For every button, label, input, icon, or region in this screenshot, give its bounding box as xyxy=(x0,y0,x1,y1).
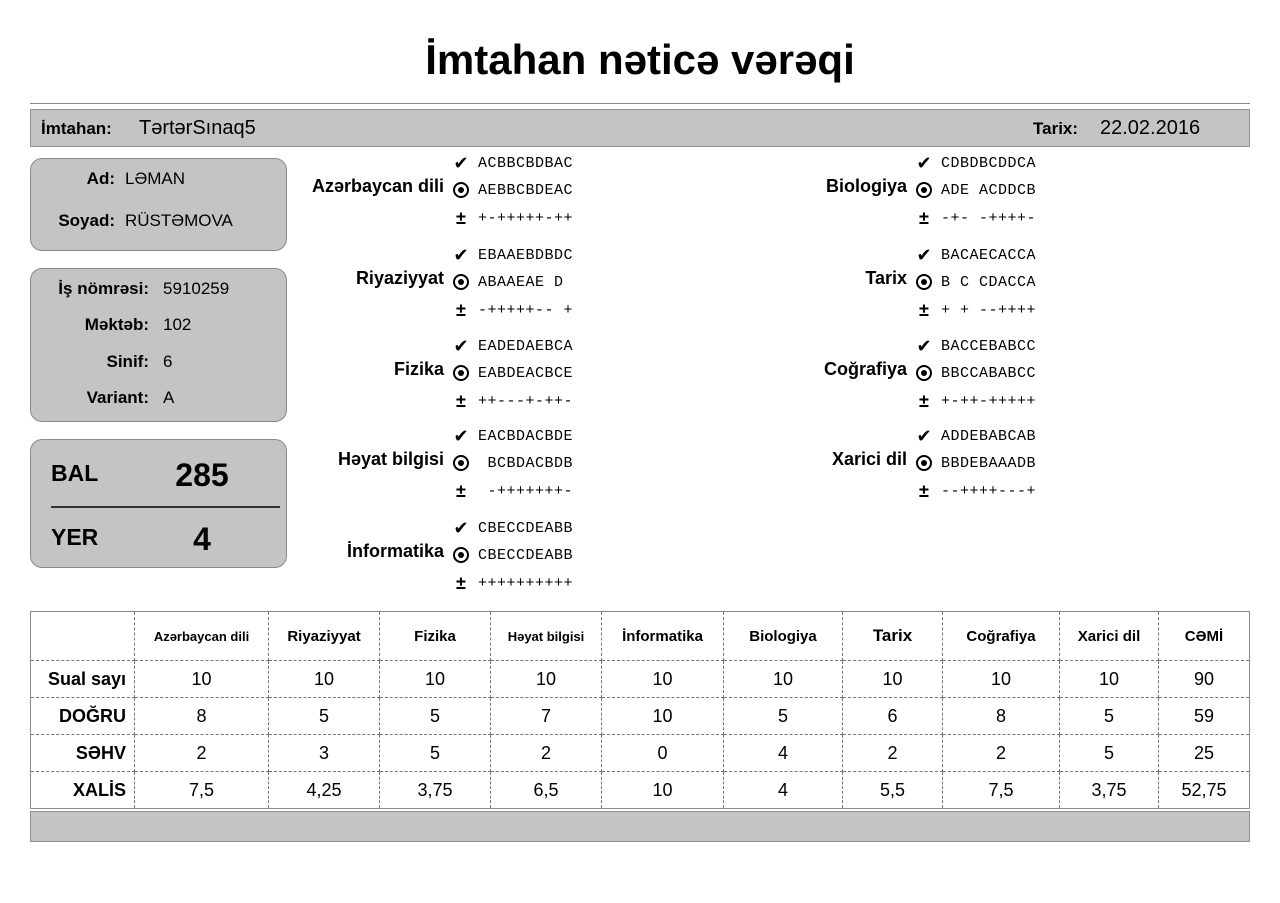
radio-icon xyxy=(452,181,470,202)
column-header: Tarix xyxy=(843,612,943,661)
answer-marks: -+++++++- xyxy=(478,483,574,500)
exam-header-bar xyxy=(30,109,1250,147)
table-cell: 2 xyxy=(843,735,943,772)
table-cell: 5 xyxy=(380,698,491,735)
exam-label: İmtahan: xyxy=(41,119,112,138)
table-cell: 2 xyxy=(135,735,269,772)
subject-block xyxy=(302,335,602,425)
column-header: CƏMİ xyxy=(1159,612,1250,661)
page-title: İmtahan nəticə vərəqi xyxy=(425,36,855,83)
table-cell: 10 xyxy=(380,661,491,698)
answer-key: BACAECACCA xyxy=(941,247,1037,264)
column-header: Biologiya xyxy=(724,612,843,661)
subject-name: Riyaziyyat xyxy=(355,268,444,288)
student-name-box xyxy=(30,158,287,251)
student-answers: ABAAEAE D xyxy=(478,274,564,291)
variant-label: Variant: xyxy=(86,388,149,407)
answer-marks: +-+++++-++ xyxy=(478,210,574,227)
subject-name: Fizika xyxy=(393,359,444,379)
subject-name: Coğrafiya xyxy=(823,359,907,379)
plus-minus-icon: ± xyxy=(456,300,466,320)
table-row xyxy=(31,735,1250,772)
table-cell: 25 xyxy=(1159,735,1250,772)
student-answers: BBCCABABCC xyxy=(941,365,1037,382)
subject-name: Tarix xyxy=(865,268,907,288)
student-answers: AEBBCBDEAC xyxy=(478,182,574,199)
table-cell: 10 xyxy=(602,661,724,698)
column-header: Coğrafiya xyxy=(943,612,1060,661)
answer-key: ACBBCBDBAC xyxy=(478,155,574,172)
radio-icon xyxy=(452,273,470,294)
answer-marks: -+++++-- + xyxy=(478,302,574,319)
table-cell: 6,5 xyxy=(491,772,602,809)
check-icon: ✔ xyxy=(916,426,932,446)
table-cell: 90 xyxy=(1159,661,1250,698)
table-cell: 5 xyxy=(1060,735,1159,772)
column-header: Riyaziyyat xyxy=(269,612,380,661)
plus-minus-icon: ± xyxy=(919,300,929,320)
student-answers: CBECCDEABB xyxy=(478,547,574,564)
table-cell: 10 xyxy=(943,661,1060,698)
table-cell: 52,75 xyxy=(1159,772,1250,809)
title-divider xyxy=(30,103,1250,104)
radio-icon xyxy=(915,181,933,202)
table-corner-cell xyxy=(31,612,135,661)
answer-marks: +-++-+++++ xyxy=(941,393,1037,410)
exam-value: TərtərSınaq5 xyxy=(139,117,256,139)
subject-name: Həyat bilgisi xyxy=(337,449,444,469)
table-cell: 4 xyxy=(724,772,843,809)
school-value: 102 xyxy=(163,315,192,334)
plus-minus-icon: ± xyxy=(919,391,929,411)
check-icon: ✔ xyxy=(916,245,932,265)
check-icon: ✔ xyxy=(916,336,932,356)
table-cell: 6 xyxy=(843,698,943,735)
subject-block xyxy=(765,244,1065,334)
column-header: İnformatika xyxy=(602,612,724,661)
answer-key: BACCEBABCC xyxy=(941,338,1037,355)
check-icon: ✔ xyxy=(916,153,932,173)
bal-value: 285 xyxy=(175,457,229,493)
table-cell: 10 xyxy=(724,661,843,698)
plus-minus-icon: ± xyxy=(456,481,466,501)
answer-key: CBECCDEABB xyxy=(478,520,574,537)
table-cell: 3,75 xyxy=(380,772,491,809)
check-icon: ✔ xyxy=(453,426,469,446)
score-box xyxy=(30,439,287,568)
student-answers: BBDEBAAADB xyxy=(941,455,1037,472)
radio-icon xyxy=(452,546,470,567)
surname-label: Soyad: xyxy=(58,211,115,230)
score-divider xyxy=(51,506,280,508)
table-row xyxy=(31,661,1250,698)
check-icon: ✔ xyxy=(453,245,469,265)
radio-icon xyxy=(915,273,933,294)
subject-block xyxy=(765,152,1065,242)
table-cell: 4,25 xyxy=(269,772,380,809)
yer-label: YER xyxy=(51,524,99,550)
student-answers: BCBDACBDB xyxy=(478,455,574,472)
table-cell: 2 xyxy=(491,735,602,772)
plus-minus-icon: ± xyxy=(456,208,466,228)
row-label: XALİS xyxy=(31,772,135,809)
table-cell: 3 xyxy=(269,735,380,772)
student-answers: EABDEACBCE xyxy=(478,365,574,382)
answer-key: CDBDBCDDCA xyxy=(941,155,1037,172)
answer-key: EADEDAEBCA xyxy=(478,338,574,355)
subject-name: Biologiya xyxy=(825,176,907,196)
school-label: Məktəb: xyxy=(84,315,149,334)
table-cell: 10 xyxy=(602,698,724,735)
footer-bar xyxy=(30,811,1250,842)
variant-value: A xyxy=(163,388,175,407)
check-icon: ✔ xyxy=(453,518,469,538)
subject-block xyxy=(765,335,1065,425)
subject-block xyxy=(765,425,1065,515)
table-cell: 5 xyxy=(380,735,491,772)
class-label: Sinif: xyxy=(106,352,149,371)
subject-name: Xarici dil xyxy=(831,449,907,469)
table-cell: 10 xyxy=(602,772,724,809)
subject-name: Azərbaycan dili xyxy=(311,176,444,196)
table-cell: 10 xyxy=(135,661,269,698)
answer-key: ADDEBABCAB xyxy=(941,428,1037,445)
table-cell: 3,75 xyxy=(1060,772,1159,809)
name-value: LƏMAN xyxy=(125,169,186,188)
answer-marks: --++++---+ xyxy=(941,483,1037,500)
row-label: Sual sayı xyxy=(31,661,135,698)
table-cell: 5 xyxy=(269,698,380,735)
work-number-label: İş nömrəsi: xyxy=(58,279,149,298)
yer-value: 4 xyxy=(193,521,211,557)
student-answers: ADE ACDDCB xyxy=(941,182,1037,199)
radio-icon xyxy=(915,364,933,385)
work-number-value: 5910259 xyxy=(163,279,230,298)
subject-block xyxy=(302,152,602,242)
table-cell: 5,5 xyxy=(843,772,943,809)
subject-block xyxy=(302,425,602,515)
row-label: SƏHV xyxy=(31,735,135,772)
column-header: Azərbaycan dili xyxy=(135,612,269,661)
table-cell: 4 xyxy=(724,735,843,772)
answer-marks: -+- -++++- xyxy=(941,210,1037,227)
plus-minus-icon: ± xyxy=(919,481,929,501)
table-cell: 8 xyxy=(943,698,1060,735)
table-cell: 8 xyxy=(135,698,269,735)
student-info-box xyxy=(30,268,287,422)
table-cell: 7,5 xyxy=(135,772,269,809)
table-cell: 2 xyxy=(943,735,1060,772)
answer-key: EACBDACBDE xyxy=(478,428,574,445)
column-header: Həyat bilgisi xyxy=(491,612,602,661)
table-cell: 5 xyxy=(1060,698,1159,735)
row-label: DOĞRU xyxy=(31,698,135,735)
answer-marks: ++---+-++- xyxy=(478,393,574,410)
date-label: Tarix: xyxy=(1033,119,1079,138)
column-header: Xarici dil xyxy=(1060,612,1159,661)
table-cell: 0 xyxy=(602,735,724,772)
answer-marks: + + --++++ xyxy=(941,302,1037,319)
radio-icon xyxy=(452,364,470,385)
radio-icon xyxy=(915,454,933,475)
subject-block xyxy=(302,244,602,334)
class-value: 6 xyxy=(163,352,173,371)
table-cell: 10 xyxy=(269,661,380,698)
bal-label: BAL xyxy=(51,460,99,486)
table-cell: 10 xyxy=(1060,661,1159,698)
date-value: 22.02.2016 xyxy=(1100,117,1201,139)
table-cell: 10 xyxy=(843,661,943,698)
subject-block xyxy=(302,517,602,607)
surname-value: RÜSTƏMOVA xyxy=(125,211,233,230)
table-cell: 59 xyxy=(1159,698,1250,735)
plus-minus-icon: ± xyxy=(919,208,929,228)
check-icon: ✔ xyxy=(453,336,469,356)
table-header-row xyxy=(31,612,1250,661)
answer-key: EBAAEBDBDC xyxy=(478,247,574,264)
plus-minus-icon: ± xyxy=(456,391,466,411)
table-cell: 10 xyxy=(491,661,602,698)
table-cell: 7 xyxy=(491,698,602,735)
student-answers: B C CDACCA xyxy=(941,274,1037,291)
check-icon: ✔ xyxy=(453,153,469,173)
table-cell: 7,5 xyxy=(943,772,1060,809)
table-row xyxy=(31,772,1250,809)
results-table xyxy=(30,611,1250,809)
plus-minus-icon: ± xyxy=(456,573,466,593)
table-row xyxy=(31,698,1250,735)
subject-name: İnformatika xyxy=(346,541,444,561)
name-label: Ad: xyxy=(86,169,115,188)
radio-icon xyxy=(452,454,470,475)
column-header: Fizika xyxy=(380,612,491,661)
answer-marks: ++++++++++ xyxy=(478,575,574,592)
table-cell: 5 xyxy=(724,698,843,735)
